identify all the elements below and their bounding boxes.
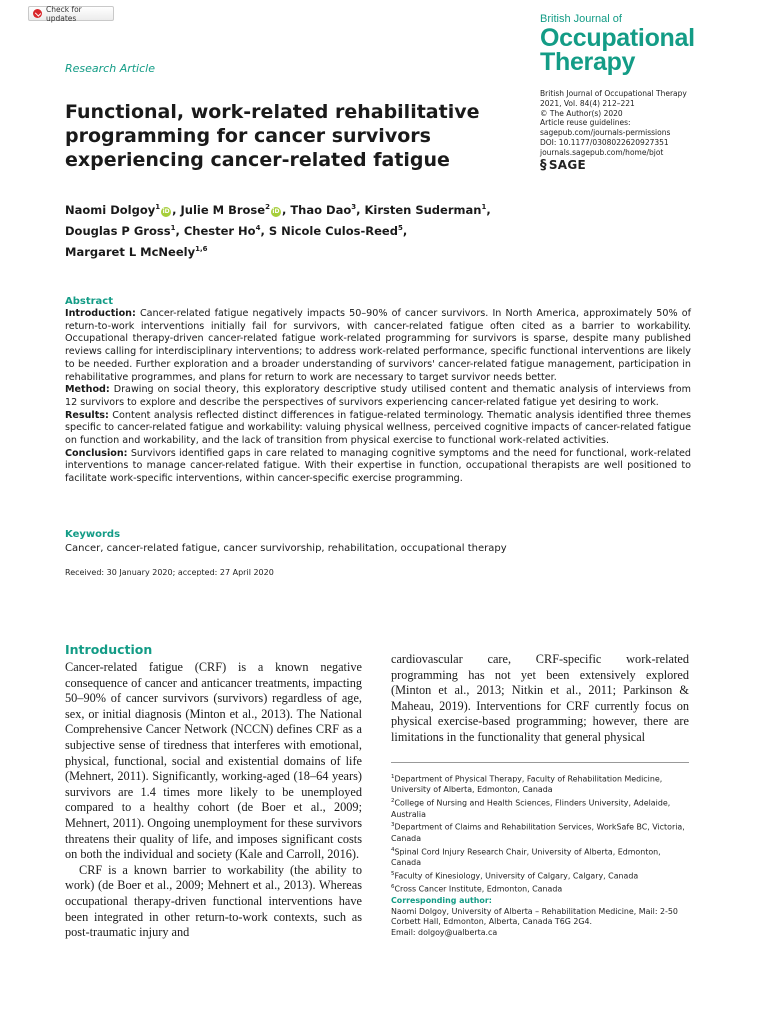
intro-column-left: [65, 660, 362, 941]
volume-info: 2021, Vol. 84(4) 212–221: [540, 98, 635, 108]
publisher-logo: [540, 157, 687, 173]
abstract-section-label: Method:: [65, 384, 110, 396]
author-name: Thao Dao: [290, 202, 352, 217]
affiliation-item: [391, 820, 691, 844]
sage-icon: §: [540, 157, 547, 173]
affiliation-item: [391, 882, 691, 895]
author-name: Kirsten Suderman: [364, 202, 482, 217]
affiliation-list: [391, 772, 691, 896]
journal-logo: [540, 14, 695, 75]
affiliation-number: 2: [391, 798, 395, 805]
author-name: Chester Ho: [183, 223, 256, 238]
intro-column-right: [391, 652, 689, 746]
affiliation-text: Faculty of Kinesiology, University of Calgary, Calgary, Canada: [394, 871, 639, 881]
author-affiliation-ref: 3: [351, 203, 357, 211]
abstract-heading: Abstract: [65, 296, 114, 307]
affiliation-number: 3: [391, 822, 395, 829]
abstract-section-text: Content analysis reflected distinct differences in fatigue-related terminology. Thematic analysis identified three themes specific to cancer-related fatigue and workability: valuing physical wellness, perceived cognitive impacts of cancer-related fatigue on function and workability, and the lack of transition from physical exercise to functional work-related activities.: [65, 409, 691, 447]
abstract-section-text: Survivors identified gaps in care related to managing cognitive symptoms and the need for functional, work-related interventions to manage cancer-related fatigue. With their expertise in function, occupational therapists are well positioned to facilitate work-specific interventions, within cancer-specific exercise programming.: [65, 447, 691, 485]
logo-line-2: Occupational: [540, 24, 695, 52]
title-line: experiencing cancer-related fatigue: [65, 149, 450, 171]
abstract-body: [65, 308, 691, 486]
affiliation-item: [391, 772, 691, 796]
affiliation-text: Cross Cancer Institute, Edmonton, Canada: [394, 884, 563, 894]
logo-line-1: British Journal of: [540, 13, 622, 25]
affiliation-item: [391, 845, 691, 869]
abstract-section-label: Conclusion:: [65, 447, 128, 459]
abstract-section-label: Results:: [65, 409, 109, 421]
check-for-updates-badge[interactable]: [28, 6, 114, 21]
article-type: Research Article: [65, 62, 155, 75]
author-affiliation-ref: 1: [481, 203, 487, 211]
received-dates: Received: 30 January 2020; accepted: 27 April 2020: [65, 568, 274, 577]
corresponding-line: Corbett Hall, Edmonton, Alberta, Canada T6G 2G4.: [391, 917, 593, 927]
publisher-name: SAGE: [548, 157, 586, 172]
intro-paragraph: cardiovascular care, CRF-specific work-related programming has not yet been extensively explored (Minton et al., 2013; Nitkin et al., 2011; Parkinson & Maheau, 2019). Interventions for CRF currently focus on physical exercise-based programming; however, there are limitations in the functionality that general physical: [391, 652, 689, 744]
abstract-section-text: Drawing on social theory, this exploratory descriptive study utilised content and thematic analysis of interviews from 12 survivors to explore and describe the perspectives of survivors experiencing cancer-related fatigue yet desiring to work.: [65, 384, 691, 408]
keywords-text: Cancer, cancer-related fatigue, cancer survivorship, rehabilitation, occupational therapy: [65, 543, 507, 554]
affiliation-text: Department of Claims and Rehabilitation Services, WorkSafe BC, Victoria, Canada: [391, 823, 685, 843]
title-line: programming for cancer survivors: [65, 125, 431, 147]
author-name: Douglas P Gross: [65, 223, 171, 238]
journal-name: British Journal of Occupational Therapy: [540, 89, 687, 98]
author-name: Naomi Dolgoy: [65, 202, 156, 217]
corresponding-heading: Corresponding author:: [391, 895, 492, 905]
affiliation-item: [391, 796, 691, 820]
author-name: Margaret L McNeely: [65, 244, 196, 259]
author-affiliation-ref: 4: [255, 223, 261, 232]
abstract-section-text: Cancer-related fatigue negatively impacts 50–90% of cancer survivors. In North America, approximately 50% of return-to-work interventions initially fail for survivors, with cancer-related fatigue often cited as a barrier to workability. Occupational therapy-driven cancer-related fatigue work-related programming for survivors is sparse, despite many published reviews calling for interdisciplinary interventions; to address work-related performance, specific functional interventions are likely to be needed. Further exploration and a broader understanding of survivors' cancer-related fatigue management, participation in rehabilitative programmes, and plans for return to work are necessary to target survivor needs better.: [65, 308, 691, 383]
abstract-section: [65, 308, 691, 384]
affiliation-number: 6: [391, 884, 395, 891]
corresponding-email[interactable]: Email: dolgoy@ualberta.ca: [391, 928, 498, 938]
doi-link[interactable]: DOI: 10.1177/0308022620927351: [540, 137, 669, 147]
author-affiliation-ref: 1: [170, 223, 176, 232]
abstract-section: [65, 384, 691, 409]
intro-paragraph: Cancer-related fatigue (CRF) is a known negative consequence of cancer and anticancer treatments, impacting 50–90% of cancer survivors (survivors) regardless of age, sex, or initial diagnosis (Minton et al., 2013). The National Comprehensive Cancer Network (NCCN) defines CRF as a subjective sense of tiredness that interferes with emotional, physical, functional, social and existential domains of life (Mehnert, 2011). Significantly, working-aged (18–64 years) survivors are 1.4 times more likely to be unemployed compared to a healthy cohort (de Boer et al., 2009; Mehnert, 2011). Ongoing unemployment for these survivors threatens their quality of life, and imposes significant costs on both the individual and society (Kale and Carroll, 2016).: [65, 660, 362, 862]
journal-home-link[interactable]: journals.sagepub.com/home/bjot: [540, 147, 664, 157]
permissions-link[interactable]: sagepub.com/journals-permissions: [540, 128, 671, 138]
corresponding-line: Naomi Dolgoy, University of Alberta – Rehabilitation Medicine, Mail: 2-50: [391, 906, 678, 916]
author-affiliation-ref: 2: [265, 203, 270, 211]
affiliation-text: Spinal Cord Injury Research Chair, University of Alberta, Edmonton, Canada: [391, 847, 661, 868]
keywords-heading: Keywords: [65, 529, 121, 540]
affiliation-number: 4: [391, 846, 395, 853]
abstract-section: [65, 448, 691, 486]
author-name: Julie M Brose: [180, 202, 266, 217]
affiliation-item: [391, 869, 691, 882]
reuse-label: Article reuse guidelines:: [540, 118, 631, 128]
copyright: © The Author(s) 2020: [540, 108, 623, 118]
intro-paragraph: CRF is a known barrier to workability (the ability to work) (de Boer et al., 2009; Mehnert et al., 2013). Whereas occupational therapy-driven functional interventions have been integrated in other return-to-work contexts, such as post-traumatic injury and: [65, 862, 362, 940]
orcid-icon[interactable]: iD: [162, 207, 170, 215]
affiliations: [391, 772, 691, 939]
author-name: S Nicole Culos-Reed: [268, 223, 398, 238]
author-affiliation-ref: 1: [155, 203, 161, 211]
logo-line-3: Therapy: [540, 48, 636, 76]
article-title: [65, 100, 485, 172]
affiliation-number: 5: [391, 870, 395, 877]
orcid-icon[interactable]: iD: [272, 207, 280, 215]
check-icon: [33, 9, 42, 18]
affiliation-text: Department of Physical Therapy, Faculty of Rehabilitation Medicine, University of Alberta, Edmonton, Canada: [391, 774, 663, 795]
affiliation-number: 1: [391, 774, 395, 780]
footnote-divider: [391, 762, 689, 763]
abstract-section: [65, 410, 691, 448]
introduction-heading: Introduction: [65, 642, 153, 657]
publication-info: [540, 89, 687, 173]
title-line: Functional, work-related rehabilitative: [65, 101, 480, 123]
abstract-section-label: Introduction:: [65, 308, 136, 319]
author-list: Naomi Dolgoy$^1$iD , Julie M Brose$^2$iD , Thao Dao$^3$, Kirsten Suderman$^1$, Douglas P Gross$^1$, Chester Ho$^4$, S Nicole Culos-Reed$^5$, Margaret L McNeely$^{1,6}$: [65, 202, 491, 259]
author-affiliation-ref: 5: [397, 223, 403, 232]
affiliation-text: College of Nursing and Health Sciences, Flinders University, Adelaide, Australia: [391, 798, 671, 819]
check-for-updates-label: Check for updates: [46, 4, 82, 23]
author-affiliation-ref: 1,6: [195, 244, 208, 253]
